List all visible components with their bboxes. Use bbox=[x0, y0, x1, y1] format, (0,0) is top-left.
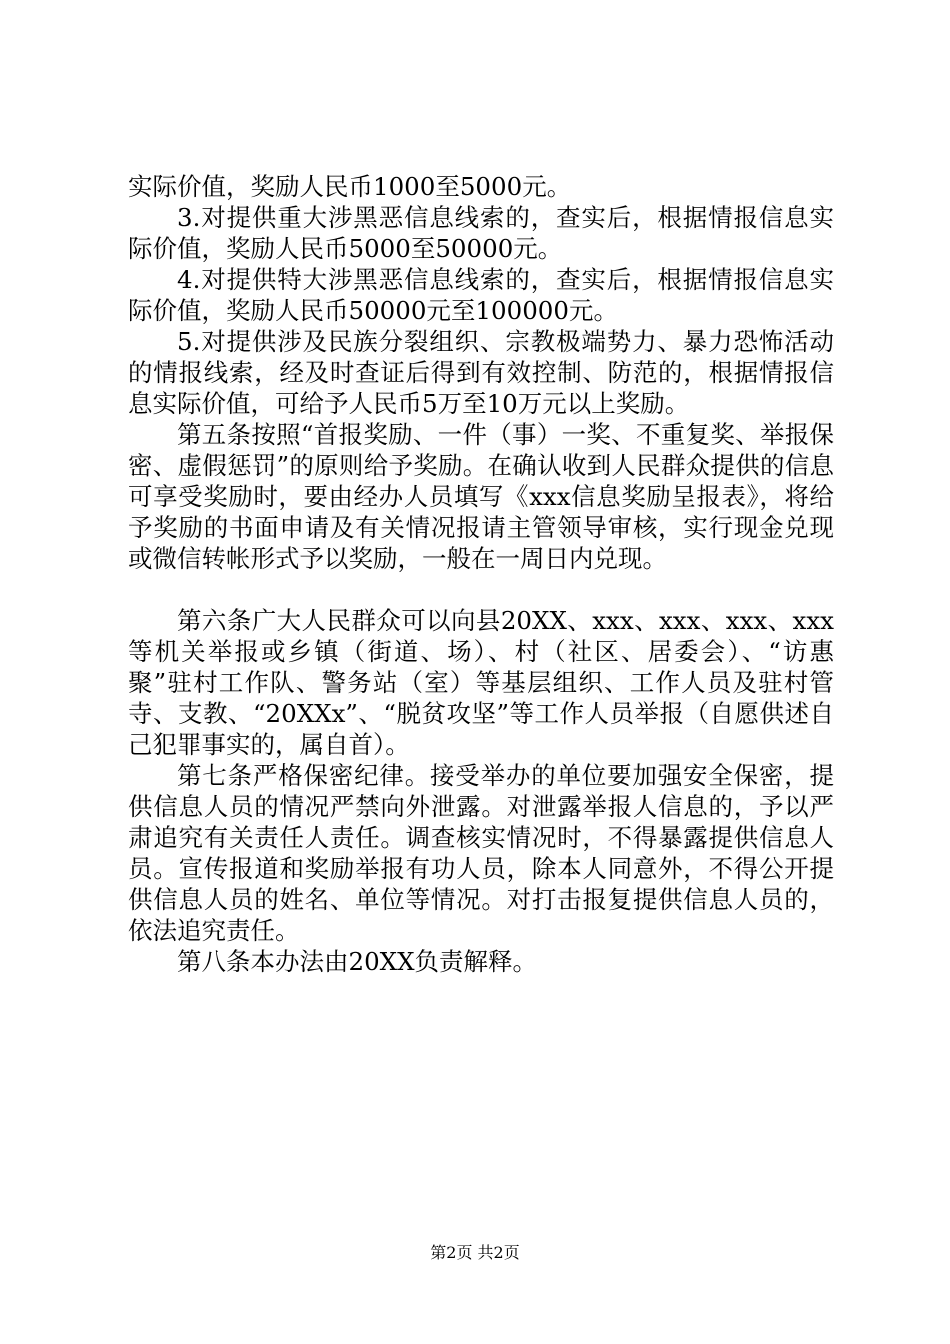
paragraph-item-4: 4.对提供特大涉黑恶信息线索的，查实后，根据情报信息实际价值，奖励人民币50000元至100000元。 bbox=[128, 265, 834, 325]
paragraph-article-5: 第五条按照“首报奖励、一件（事）一奖、不重复奖、举报保密、虚假惩罚”的原则给予奖励。在确认收到人民群众提供的信息可享受奖励时，要由经办人员填写《xxx信息奖励呈报表》，将给予奖励的书面申请及有关情况报请主管领导审核，实行现金兑现或微信转帐形式予以奖励，一般在一周日内兑现。 bbox=[128, 420, 834, 573]
document-body bbox=[128, 171, 834, 977]
paragraph-article-6: 第六条广大人民群众可以向县20XX、xxx、xxx、xxx、xxx等机关举报或乡镇（街道、场）、村（社区、居委会）、“访惠聚”驻村工作队、警务站（室）等基层组织、工作人员及驻村管寺、支教、“20XXx”、“脱贫攻坚”等工作人员举报（自愿供述自己犯罪事实的，属自首）。 bbox=[128, 606, 834, 759]
paragraph-article-8: 第八条本办法由20XX负责解释。 bbox=[177, 947, 538, 976]
paragraph-item-5: 5.对提供涉及民族分裂组织、宗教极端势力、暴力恐怖活动的情报线索，经及时查证后得到有效控制、防范的，根据情报信息实际价值，可给予人民币5万至10万元以上奖励。 bbox=[128, 327, 834, 418]
paragraph-item-3: 3.对提供重大涉黑恶信息线索的，查实后，根据情报信息实际价值，奖励人民币5000至50000元。 bbox=[128, 203, 834, 263]
page-number-label: 第2页 共2页 bbox=[430, 1243, 520, 1262]
paragraph-continued: 实际价值，奖励人民币1000至5000元。 bbox=[128, 172, 572, 201]
paragraph-article-7: 第七条严格保密纪律。接受举办的单位要加强安全保密，提供信息人员的情况严禁向外泄露。对泄露举报人信息的，予以严肃追究有关责任人责任。调查核实情况时，不得暴露提供信息人员。宣传报道和奖励举报有功人员，除本人同意外，不得公开提供信息人员的姓名、单位等情况。对打击报复提供信息人员的，依法追究责任。 bbox=[128, 761, 834, 945]
page-footer bbox=[0, 1243, 950, 1263]
